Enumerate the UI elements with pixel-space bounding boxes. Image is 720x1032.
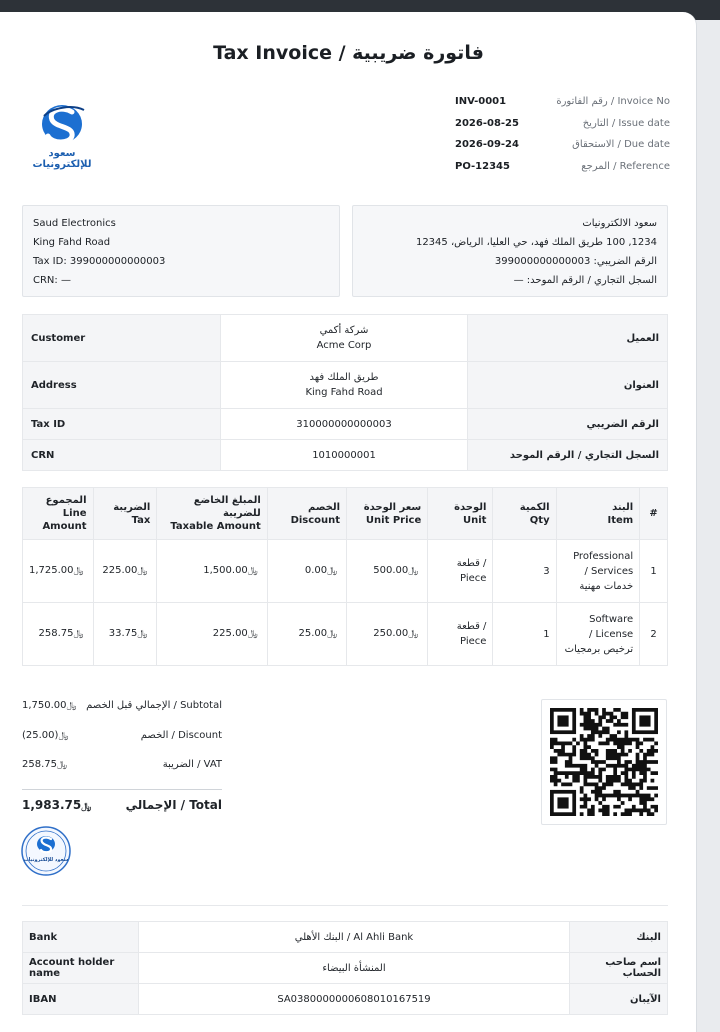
- meta-value: 2026-08-25: [455, 117, 519, 129]
- row-value: [221, 362, 468, 409]
- table-row: [23, 984, 668, 1015]
- totals-value: ﷼1,750.00: [22, 700, 77, 711]
- stamp-text: سعود للإلكترونيات: [23, 857, 69, 863]
- row-label-ar: الرقم الضريبي: [468, 409, 668, 440]
- cell-unit-price: ﷼500.00: [347, 540, 428, 603]
- row-label: Customer: [23, 315, 221, 362]
- header-qty: الكمية Qty: [493, 488, 556, 540]
- table-row: [23, 409, 668, 440]
- totals-label: الإجمالي / Total: [125, 797, 222, 812]
- table-row: [23, 603, 668, 666]
- cell-line-amount: ﷼1,725.00: [23, 540, 94, 603]
- table-row: [23, 315, 668, 362]
- cell-taxable: ﷼1,500.00: [157, 540, 267, 603]
- meta-issue-date: [455, 118, 670, 140]
- seller-crn-ar: السجل التجاري / الرقم الموحد: —: [513, 275, 657, 286]
- value-en: Acme Corp: [316, 340, 372, 351]
- meta-value: PO-12345: [455, 160, 510, 172]
- header-unit: الوحدة Unit: [428, 488, 493, 540]
- riyal-icon: ﷼: [73, 566, 84, 576]
- cell-line-amount: ﷼258.75: [23, 603, 94, 666]
- seller-name: Saud Electronics: [33, 218, 116, 229]
- header-discount: الخصم Discount: [267, 488, 346, 540]
- riyal-icon: ﷼: [247, 629, 258, 639]
- totals-vat: [22, 759, 222, 789]
- seller-crn: CRN: —: [33, 275, 71, 286]
- meta-label: الاستحقاق / Due date: [572, 139, 670, 150]
- value-ar: شركة أكمي: [319, 325, 369, 336]
- seller-name-ar: سعود الالكترونيات: [582, 218, 657, 229]
- totals-grand-total: [22, 789, 222, 823]
- row-label-ar: العميل: [468, 315, 668, 362]
- riyal-icon: ﷼: [58, 730, 69, 741]
- table-row: [23, 953, 668, 984]
- totals-value: ﷼(25.00): [22, 729, 69, 741]
- meta-value: 2026-09-24: [455, 139, 519, 150]
- cell-number: 1: [640, 540, 668, 603]
- cell-number: 2: [640, 603, 668, 666]
- riyal-icon: ﷼: [81, 801, 92, 812]
- bank-label: Account holder name: [23, 953, 139, 984]
- table-row: [23, 440, 668, 471]
- row-label-ar: العنوان: [468, 362, 668, 409]
- cell-item: Software / License ترخيص برمجيات: [556, 603, 640, 666]
- cell-tax: ﷼33.75: [93, 603, 157, 666]
- bank-value: SA0380000000608010167519: [139, 984, 570, 1015]
- row-label-ar: السجل التجاري / الرقم الموحد: [468, 440, 668, 471]
- header-unit-price: سعر الوحدة Unit Price: [347, 488, 428, 540]
- row-label: CRN: [23, 440, 221, 471]
- seller-tax-id-ar: الرقم الضريبي: 399000000000003: [494, 256, 657, 267]
- cell-discount: ﷼25.00: [267, 603, 346, 666]
- table-row: [23, 362, 668, 409]
- meta-label: التاريخ / Issue date: [582, 117, 670, 129]
- bank-label: IBAN: [23, 984, 139, 1015]
- invoice-meta: [455, 96, 670, 182]
- cell-qty: 1: [493, 603, 556, 666]
- seller-tax-id: Tax ID: 399000000000003: [33, 256, 166, 267]
- bank-value: البنك الأهلي / Al Ahli Bank: [139, 922, 570, 953]
- bank-label-ar: الآيبان: [570, 984, 668, 1015]
- meta-reference: [455, 161, 670, 183]
- totals-label: الخصم / Discount: [140, 729, 222, 741]
- row-value: 310000000000003: [221, 409, 468, 440]
- riyal-icon: ﷼: [57, 760, 67, 770]
- meta-due-date: [455, 139, 670, 161]
- riyal-icon: ﷼: [66, 701, 77, 711]
- seller-address-ar: 1234, 100 طريق الملك فهد، حي العليا، الرياض، 12345: [415, 237, 657, 248]
- meta-value: INV-0001: [455, 96, 507, 107]
- cell-qty: 3: [493, 540, 556, 603]
- row-value: [221, 315, 468, 362]
- seller-address: King Fahd Road: [33, 237, 111, 248]
- company-logo-text: سعود للإلكترونيات: [32, 148, 92, 170]
- header-tax: الضريبة Tax: [93, 488, 157, 540]
- cell-unit: قطعة / Piece: [428, 603, 493, 666]
- bank-label-ar: اسم صاحب الحساب: [570, 953, 668, 984]
- totals-label: الضريبة / VAT: [162, 759, 222, 770]
- seller-info-arabic: [352, 205, 668, 297]
- cell-discount: ﷼0.00: [267, 540, 346, 603]
- bank-label: Bank: [23, 922, 139, 953]
- cell-item: Professional / Services خدمات مهنية: [556, 540, 640, 603]
- customer-table: [22, 314, 668, 471]
- cell-unit: قطعة / Piece: [428, 540, 493, 603]
- meta-invoice-no: [455, 96, 670, 118]
- invoice-sheet: [0, 12, 697, 1032]
- table-row: [23, 540, 668, 603]
- totals-label: الإجمالي قبل الخصم / Subtotal: [86, 700, 222, 711]
- bank-label-ar: البنك: [570, 922, 668, 953]
- cell-unit-price: ﷼250.00: [347, 603, 428, 666]
- cell-taxable: ﷼225.00: [157, 603, 267, 666]
- totals-value: ﷼258.75: [22, 759, 67, 770]
- riyal-icon: ﷼: [408, 629, 419, 639]
- cell-tax: ﷼225.00: [93, 540, 157, 603]
- bank-table: [22, 921, 668, 1015]
- riyal-icon: ﷼: [73, 629, 84, 639]
- seller-info-english: [22, 205, 340, 297]
- header-taxable-amount: المبلغ الخاضع للضريبة Taxable Amount: [157, 488, 267, 540]
- header-number: #: [640, 488, 668, 540]
- value-ar: طريق الملك فهد: [309, 372, 379, 383]
- value-en: King Fahd Road: [305, 387, 383, 398]
- riyal-icon: ﷼: [327, 566, 338, 576]
- riyal-icon: ﷼: [247, 566, 258, 576]
- company-stamp: [20, 825, 72, 877]
- meta-label: رقم الفاتورة / Invoice No: [556, 96, 670, 107]
- totals-value: ﷼1,983.75: [22, 797, 92, 812]
- items-header-row: [23, 488, 668, 540]
- row-label: Address: [23, 362, 221, 409]
- qr-code: [541, 699, 667, 825]
- bank-value: المنشأة البيضاء: [139, 953, 570, 984]
- invoice-title: Tax Invoice / فاتورة ضريبية: [213, 42, 484, 64]
- qr-code-icon: [542, 700, 666, 824]
- riyal-icon: ﷼: [408, 566, 419, 576]
- header-item: البند Item: [556, 488, 640, 540]
- totals-subtotal: [22, 700, 222, 730]
- row-label: Tax ID: [23, 409, 221, 440]
- totals-block: [22, 700, 222, 823]
- riyal-icon: ﷼: [327, 629, 338, 639]
- row-value: 1010000001: [221, 440, 468, 471]
- items-table: [22, 487, 668, 666]
- riyal-icon: ﷼: [137, 629, 148, 639]
- table-row: [23, 922, 668, 953]
- meta-label: المرجع / Reference: [581, 160, 670, 172]
- header-line-amount: المجموع Line Amount: [23, 488, 94, 540]
- totals-discount: [22, 730, 222, 760]
- section-divider: [22, 905, 668, 906]
- riyal-icon: ﷼: [137, 566, 148, 576]
